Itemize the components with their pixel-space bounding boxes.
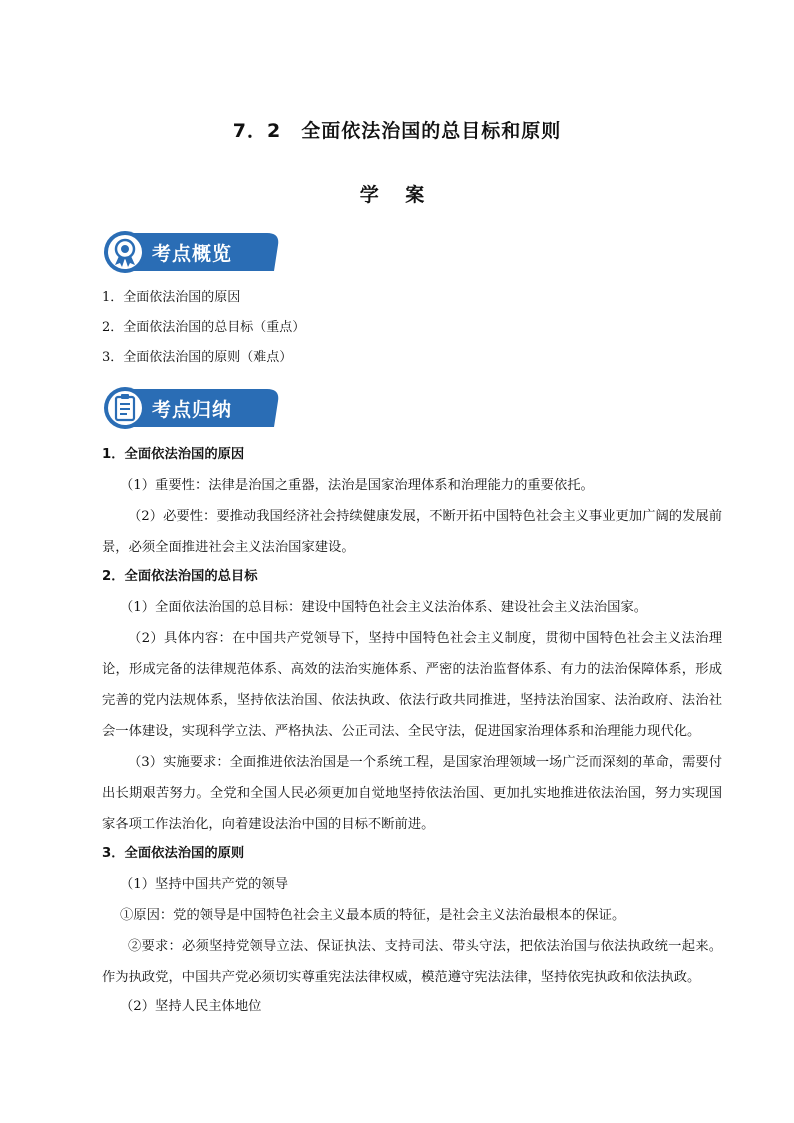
paragraph: （2）必要性：要推动我国经济社会持续健康发展，不断开拓中国特色社会主义事业更加广阔的发展前景，必须全面推进社会主义法治国家建设。	[102, 509, 722, 555]
badge-label: 考点归纳	[152, 399, 233, 421]
badge-label: 考点概览	[152, 243, 233, 265]
section-heading: 3．全面依法治国的原则	[102, 846, 245, 861]
list-item: 3．全面依法治国的原则（难点）	[102, 350, 293, 365]
paragraph: ①原因：党的领导是中国特色社会主义最本质的特征，是社会主义法治最根本的保证。	[120, 908, 626, 923]
paragraph: （3）实施要求：全面推进依法治国是一个系统工程，是国家治理领域一场广泛而深刻的革命，需要付出长期艰苦努力。全党和全国人民必须更加自觉地坚持依法治国、更加扎实地推进依法治国，努力实现国家各项工作法治化，向着建设法治中国的目标不断前进。	[102, 755, 722, 832]
page-title: 7．2 全面依法治国的总目标和原则	[232, 120, 562, 142]
paragraph: ②要求：必须坚持党领导立法、保证执法、支持司法、带头守法，把依法治国与依法执政统一起来。作为执政党，中国共产党必须切实尊重宪法法律权威，模范遵守宪法法律，坚持依宪执政和依法执政。	[102, 939, 722, 985]
overview-list	[102, 290, 305, 380]
checklist-icon	[106, 389, 144, 427]
section-badge-overview	[102, 229, 282, 275]
list-item: 1．全面依法治国的原因	[102, 290, 241, 305]
content-body	[102, 447, 722, 1030]
section-heading: 2．全面依法治国的总目标	[102, 569, 258, 584]
page-subtitle: 学 案	[359, 184, 435, 206]
section-badge-summary	[102, 385, 282, 431]
paragraph: （1）坚持中国共产党的领导	[120, 877, 289, 892]
award-ribbon-icon	[106, 233, 144, 271]
paragraph: （2）具体内容：在中国共产党领导下，坚持中国特色社会主义制度，贯彻中国特色社会主义法治理论，形成完备的法律规范体系、高效的法治实施体系、严密的法治监督体系、有力的法治保障体系，形成完善的党内法规体系，坚持依法治国、依法执政、依法行政共同推进，坚持法治国家、法治政府、法治社会一体建设，实现科学立法、严格执法、公正司法、全民守法，促进国家治理体系和治理能力现代化。	[102, 631, 722, 739]
paragraph: （1）全面依法治国的总目标：建设中国特色社会主义法治体系、建设社会主义法治国家。	[120, 600, 648, 615]
list-item: 2．全面依法治国的总目标（重点）	[102, 320, 306, 335]
paragraph: （2）坚持人民主体地位	[120, 999, 262, 1014]
section-heading: 1．全面依法治国的原因	[102, 447, 245, 462]
paragraph: （1）重要性：法律是治国之重器，法治是国家治理体系和治理能力的重要依托。	[120, 478, 594, 493]
